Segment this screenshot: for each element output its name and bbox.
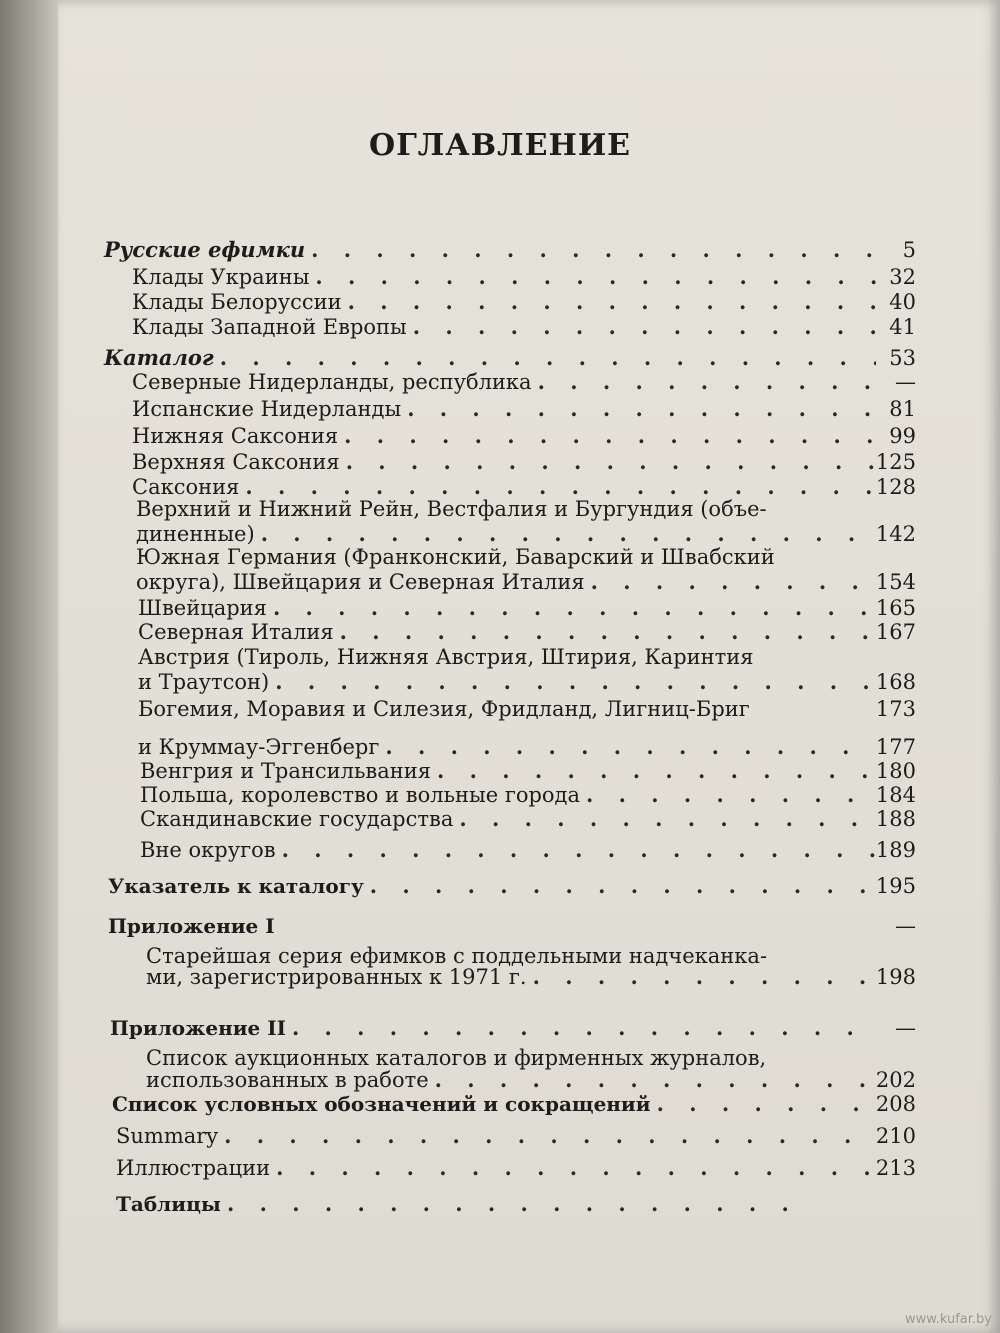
- toc-entry: [136, 570, 916, 594]
- toc-leader-dots: [221, 1192, 793, 1216]
- toc-entry-title: и Круммау-Эггенберг: [138, 735, 380, 759]
- toc-page-number: 53: [889, 346, 916, 370]
- toc-page-number: 213: [875, 1156, 916, 1180]
- toc-entry: [132, 315, 916, 339]
- toc-entry-title: Клады Украины: [132, 265, 310, 289]
- toc-page-number: 208: [875, 1092, 916, 1116]
- toc-entry-title: Указатель к каталогу: [108, 874, 364, 898]
- toc-page-number: 142: [875, 522, 916, 546]
- toc-entry: [138, 620, 916, 644]
- toc-leader-dots: [431, 759, 876, 783]
- toc-leader-dots: [527, 965, 876, 989]
- book-binding: [0, 0, 58, 1333]
- toc-leader-dots: [379, 735, 876, 759]
- toc-leader-dots: [305, 238, 876, 262]
- toc-entry-title: Богемия, Моравия и Силезия, Фридланд, Лигниц-Бриг: [138, 697, 750, 721]
- toc-leader-dots: [532, 370, 876, 394]
- toc-entry-title: Иллюстрации: [116, 1156, 271, 1180]
- toc-entry: [140, 838, 916, 862]
- toc-page-number: —: [895, 370, 916, 394]
- toc-page-number: 173: [875, 697, 916, 721]
- toc-page-number: 210: [875, 1124, 916, 1148]
- toc-entry-title: Таблицы: [116, 1192, 221, 1216]
- toc-entry: [132, 370, 916, 394]
- toc-leader-dots: [214, 346, 876, 370]
- toc-page-number: 81: [889, 397, 916, 421]
- toc-leader-dots: [429, 1068, 876, 1092]
- toc-leader-dots: [270, 1156, 876, 1180]
- toc-leader-dots: [267, 596, 876, 620]
- toc-entry: [138, 735, 916, 759]
- toc-page-number: 41: [889, 315, 916, 339]
- toc-entry-title: Нижняя Саксония: [132, 424, 339, 448]
- toc-leader-dots: [276, 838, 876, 862]
- toc-entry-title: Список условных обозначений и сокращений: [112, 1092, 651, 1116]
- toc-page-number: —: [895, 1016, 916, 1040]
- toc-page-number: 195: [875, 874, 916, 898]
- toc-leader-dots: [651, 1092, 876, 1116]
- toc-leader-dots: [255, 522, 876, 546]
- toc-entry-title: Скандинавские государства: [140, 807, 454, 831]
- toc-entry-title: использованных в работе: [146, 1068, 429, 1092]
- toc-leader-dots: [585, 570, 876, 594]
- toc-entry: [138, 697, 916, 721]
- toc-entry: [132, 397, 916, 421]
- toc-leader-dots: [309, 265, 876, 289]
- toc-entry: [112, 1092, 916, 1116]
- toc-page-number: 165: [875, 596, 916, 620]
- toc-entry-title: Клады Белоруссии: [132, 290, 342, 314]
- toc-entry-title: Русские ефимки: [104, 237, 306, 262]
- toc-entry-title: Саксония: [132, 475, 240, 499]
- toc-leader-dots: [218, 1124, 876, 1148]
- toc-entry: [132, 265, 916, 289]
- toc-page-number: 177: [875, 735, 916, 759]
- toc-leader-dots: [338, 424, 876, 448]
- toc-entry-title: Каталог: [104, 345, 214, 370]
- toc-entry-title: Вне округов: [140, 838, 276, 862]
- toc-page-number: 99: [889, 424, 916, 448]
- toc-page-number: 128: [875, 475, 916, 499]
- toc-entry: [110, 1016, 916, 1040]
- toc-entry-title: Верхняя Саксония: [132, 450, 340, 474]
- toc-leader-dots: [453, 807, 876, 831]
- toc-entry: [132, 450, 916, 474]
- toc-entry: [146, 1068, 916, 1092]
- toc-leader-dots: [286, 1016, 876, 1040]
- toc-entry-title: диненные): [136, 522, 255, 546]
- toc-entry: [116, 1124, 916, 1148]
- toc-leader-dots: [407, 315, 876, 339]
- toc-entry: [136, 522, 916, 546]
- toc-page-number: 198: [875, 965, 916, 989]
- toc-page-number: 32: [889, 265, 916, 289]
- toc-entry: [140, 783, 916, 807]
- toc-entry: [140, 807, 916, 831]
- toc-entry-title: Польша, королевство и вольные города: [140, 783, 580, 807]
- toc-entry-title: Summary: [116, 1124, 219, 1148]
- toc-page-number: 5: [902, 238, 916, 262]
- toc-entry-title: и Траутсон): [138, 670, 270, 694]
- toc-page-number: 154: [875, 570, 916, 594]
- toc-leader-dots: [342, 290, 876, 314]
- toc-entry-title: Северные Нидерланды, республика: [132, 370, 532, 394]
- toc-entry: [138, 596, 916, 620]
- toc-entry-title: Австрия (Тироль, Нижняя Австрия, Штирия, Каринтия: [138, 645, 754, 669]
- toc-page-number: 188: [875, 807, 916, 831]
- toc-page-number: 40: [889, 290, 916, 314]
- toc-entry-title: Венгрия и Трансильвания: [140, 759, 431, 783]
- page-title: ОГЛАВЛЕНИЕ: [368, 128, 632, 163]
- toc-entry: [116, 1192, 916, 1216]
- toc-entry: [108, 914, 916, 938]
- toc-page-number: 189: [875, 838, 916, 862]
- toc-entry: [116, 1156, 916, 1180]
- toc-entry: [146, 965, 916, 989]
- toc-leader-dots: [334, 620, 876, 644]
- toc-leader-dots: [340, 450, 876, 474]
- toc-entry: [104, 346, 916, 370]
- toc-entry-title: округа), Швейцария и Северная Италия: [136, 570, 585, 594]
- toc-entry: [140, 759, 916, 783]
- toc-entry-title: Приложение II: [110, 1016, 286, 1040]
- toc-leader-dots: [401, 397, 876, 421]
- toc-leader-dots: [239, 475, 876, 499]
- toc-entry: [132, 475, 916, 499]
- toc-entry-title: Список аукционных каталогов и фирменных журналов,: [146, 1046, 767, 1070]
- toc-entry-title: Северная Италия: [138, 620, 334, 644]
- toc-entry-title: Южная Германия (Франконский, Баварский и Швабский: [136, 545, 775, 569]
- toc-page-number: —: [895, 914, 916, 938]
- toc-page-number: 167: [875, 620, 916, 644]
- toc-entry-title: Верхний и Нижний Рейн, Вестфалия и Бургундия (объе-: [136, 497, 767, 521]
- watermark: www.kufar.by: [905, 1312, 992, 1327]
- toc-leader-dots: [580, 783, 876, 807]
- toc-entry-title: Швейцария: [138, 596, 267, 620]
- toc-leader-dots: [269, 670, 876, 694]
- toc-entry-title: Приложение I: [108, 914, 275, 938]
- toc-leader-dots: [364, 874, 876, 898]
- toc-entry: [132, 290, 916, 314]
- toc-entry: [138, 670, 916, 694]
- toc-entry: [108, 874, 916, 898]
- toc-entry-title: ми, зарегистрированных к 1971 г.: [146, 965, 527, 989]
- toc-page-number: 184: [875, 783, 916, 807]
- toc-page-number: 202: [875, 1068, 916, 1092]
- toc-page-number: 180: [875, 759, 916, 783]
- toc-page-number: 168: [875, 670, 916, 694]
- toc-entry-title: Клады Западной Европы: [132, 315, 407, 339]
- toc-entry-title: Старейшая серия ефимков с поддельными надчеканка-: [146, 944, 768, 968]
- toc-entry: [132, 424, 916, 448]
- toc-entry-title: Испанские Нидерланды: [132, 397, 402, 421]
- toc-entry: [104, 238, 916, 262]
- toc-page-number: 125: [875, 450, 916, 474]
